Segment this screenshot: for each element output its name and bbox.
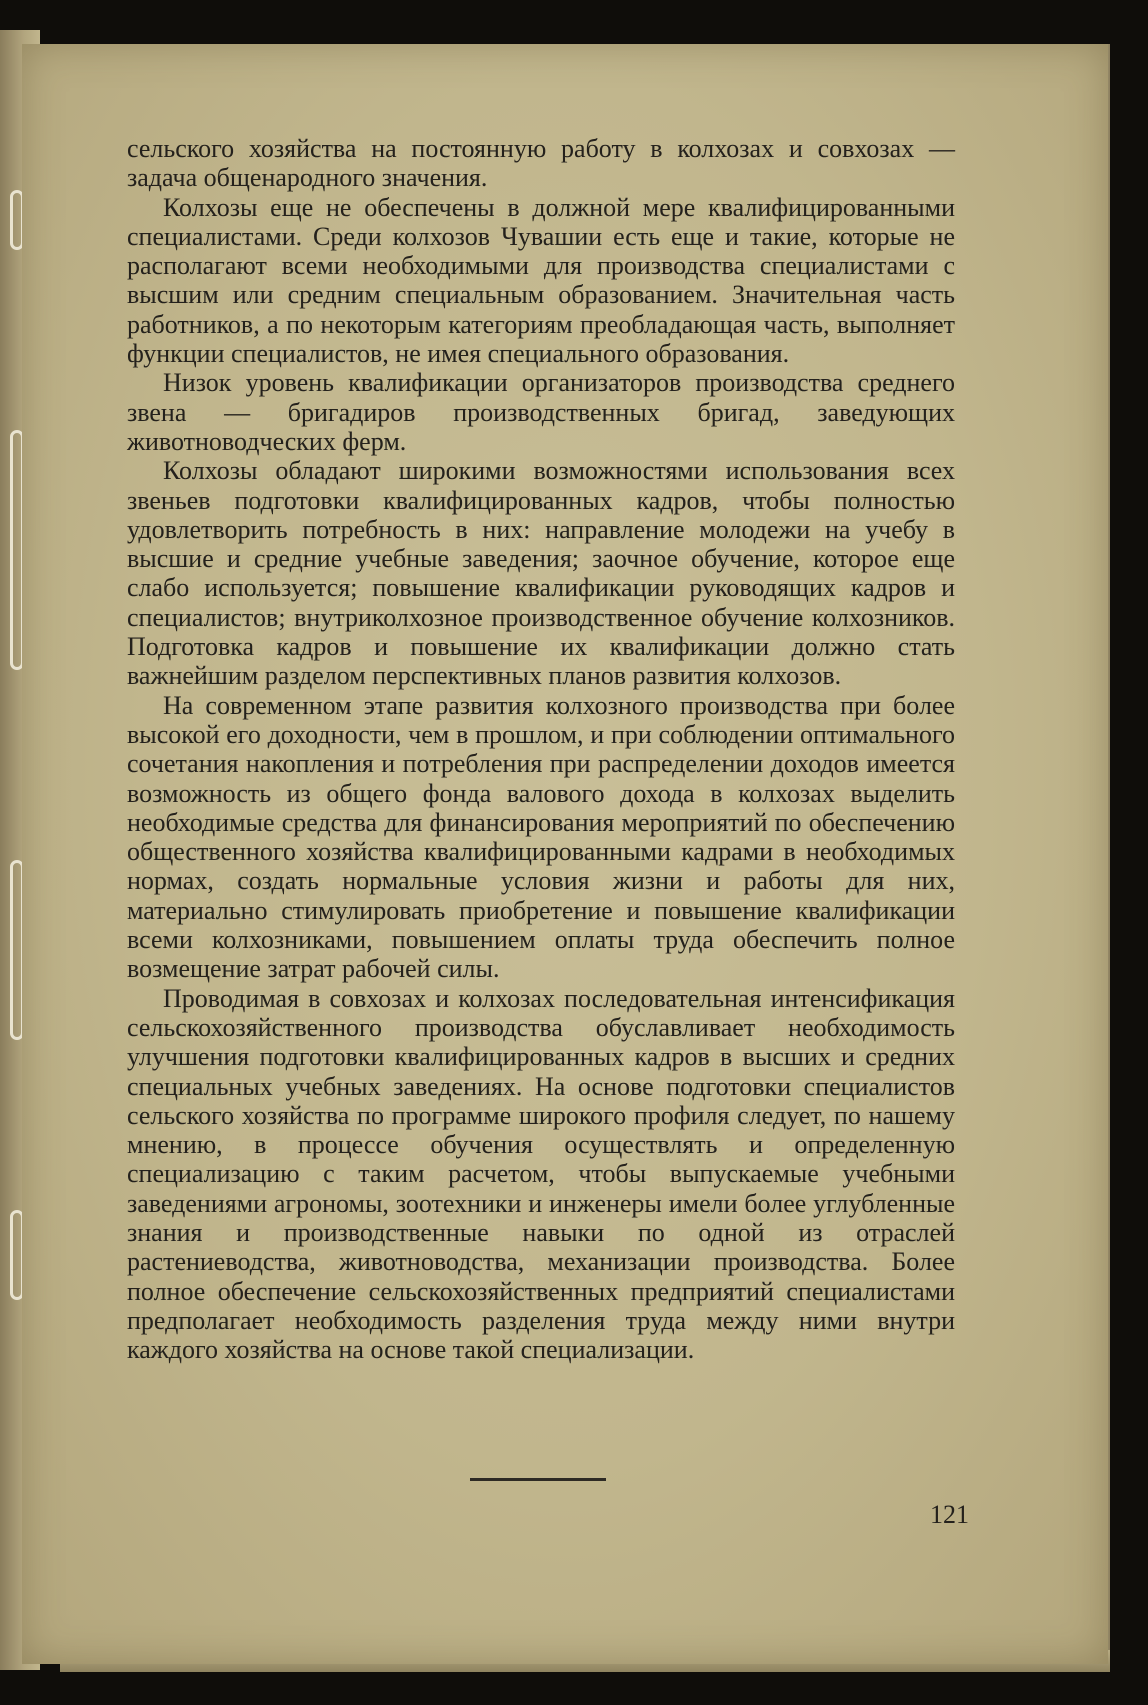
body-text bbox=[127, 134, 955, 1364]
section-divider bbox=[470, 1478, 606, 1481]
paragraph: На современном этапе развития колхозного производства при более высокой его доходности, чем в прошлом, и при соблюдении оптимального сочетания накопления и потребления при распределении доходов имеется возможность из общего фонда валового дохода в колхозах выделить необходимые средства для финансирования мероприятий по обеспечению общественного хозяйства квалифицированными кадрами в необходимых нормах, создать нормальные условия жизни и работы для них, материально стимулировать приобретение и повышение квалификации всеми колхозниками, повышением оплаты труда обеспечить полное возмещение затрат рабочей силы. bbox=[127, 690, 955, 984]
paragraph: Колхозы обладают широкими возможностями использования всех звеньев подготовки квалифицированных кадров, чтобы полностью удовлетворить потребность в них: направление молодежи на учебу в высшие и средние учебные заведения; заочное обучение, которое еще слабо используется; повышение квалификации руководящих кадров и специалистов; внутриколхозное производственное обучение колхозников. Подготовка кадров и повышение их квалификации должно стать важнейшим разделом перспективных планов развития колхозов. bbox=[127, 456, 955, 691]
page-number: 121 bbox=[930, 1500, 969, 1529]
paragraph: Колхозы еще не обеспечены в должной мере квалифицированными специалистами. Среди колхозов Чувашии есть еще и такие, которые не располагают всеми необходимыми для производства специалистами с высшим или средним специальным образованием. Значительная часть работников, а по некоторым категориям преобладающая часть, выполняет функции специалистов, не имея специального образования. bbox=[127, 192, 955, 369]
paragraph: Проводимая в совхозах и колхозах последовательная интенсификация сельскохозяйственного производства обуславливает необходимость улучшения подготовки квалифицированных кадров в высших и средних специальных учебных заведениях. На основе подготовки специалистов сельского хозяйства по программе широкого профиля следует, по нашему мнению, в процессе обучения осуществлять и определенную специализацию с таким расчетом, чтобы выпускаемые учебными заведениями агрономы, зоотехники и инженеры имели более углубленные знания и производственные навыки по одной из отраслей растениеводства, животноводства, механизации производства. Более полное обеспечение сельскохозяйственных предприятий специалистами предполагает необходимость разделения труда между ними внутри каждого хозяйства на основе такой специализации. bbox=[127, 983, 955, 1365]
paragraph: Низок уровень квалификации организаторов производства среднего звена — бригадиров производственных бригад, заведующих животноводческих ферм. bbox=[127, 368, 955, 456]
paragraph: сельского хозяйства на постоянную работу в колхозах и совхозах — задача общенародного значения. bbox=[127, 134, 955, 193]
